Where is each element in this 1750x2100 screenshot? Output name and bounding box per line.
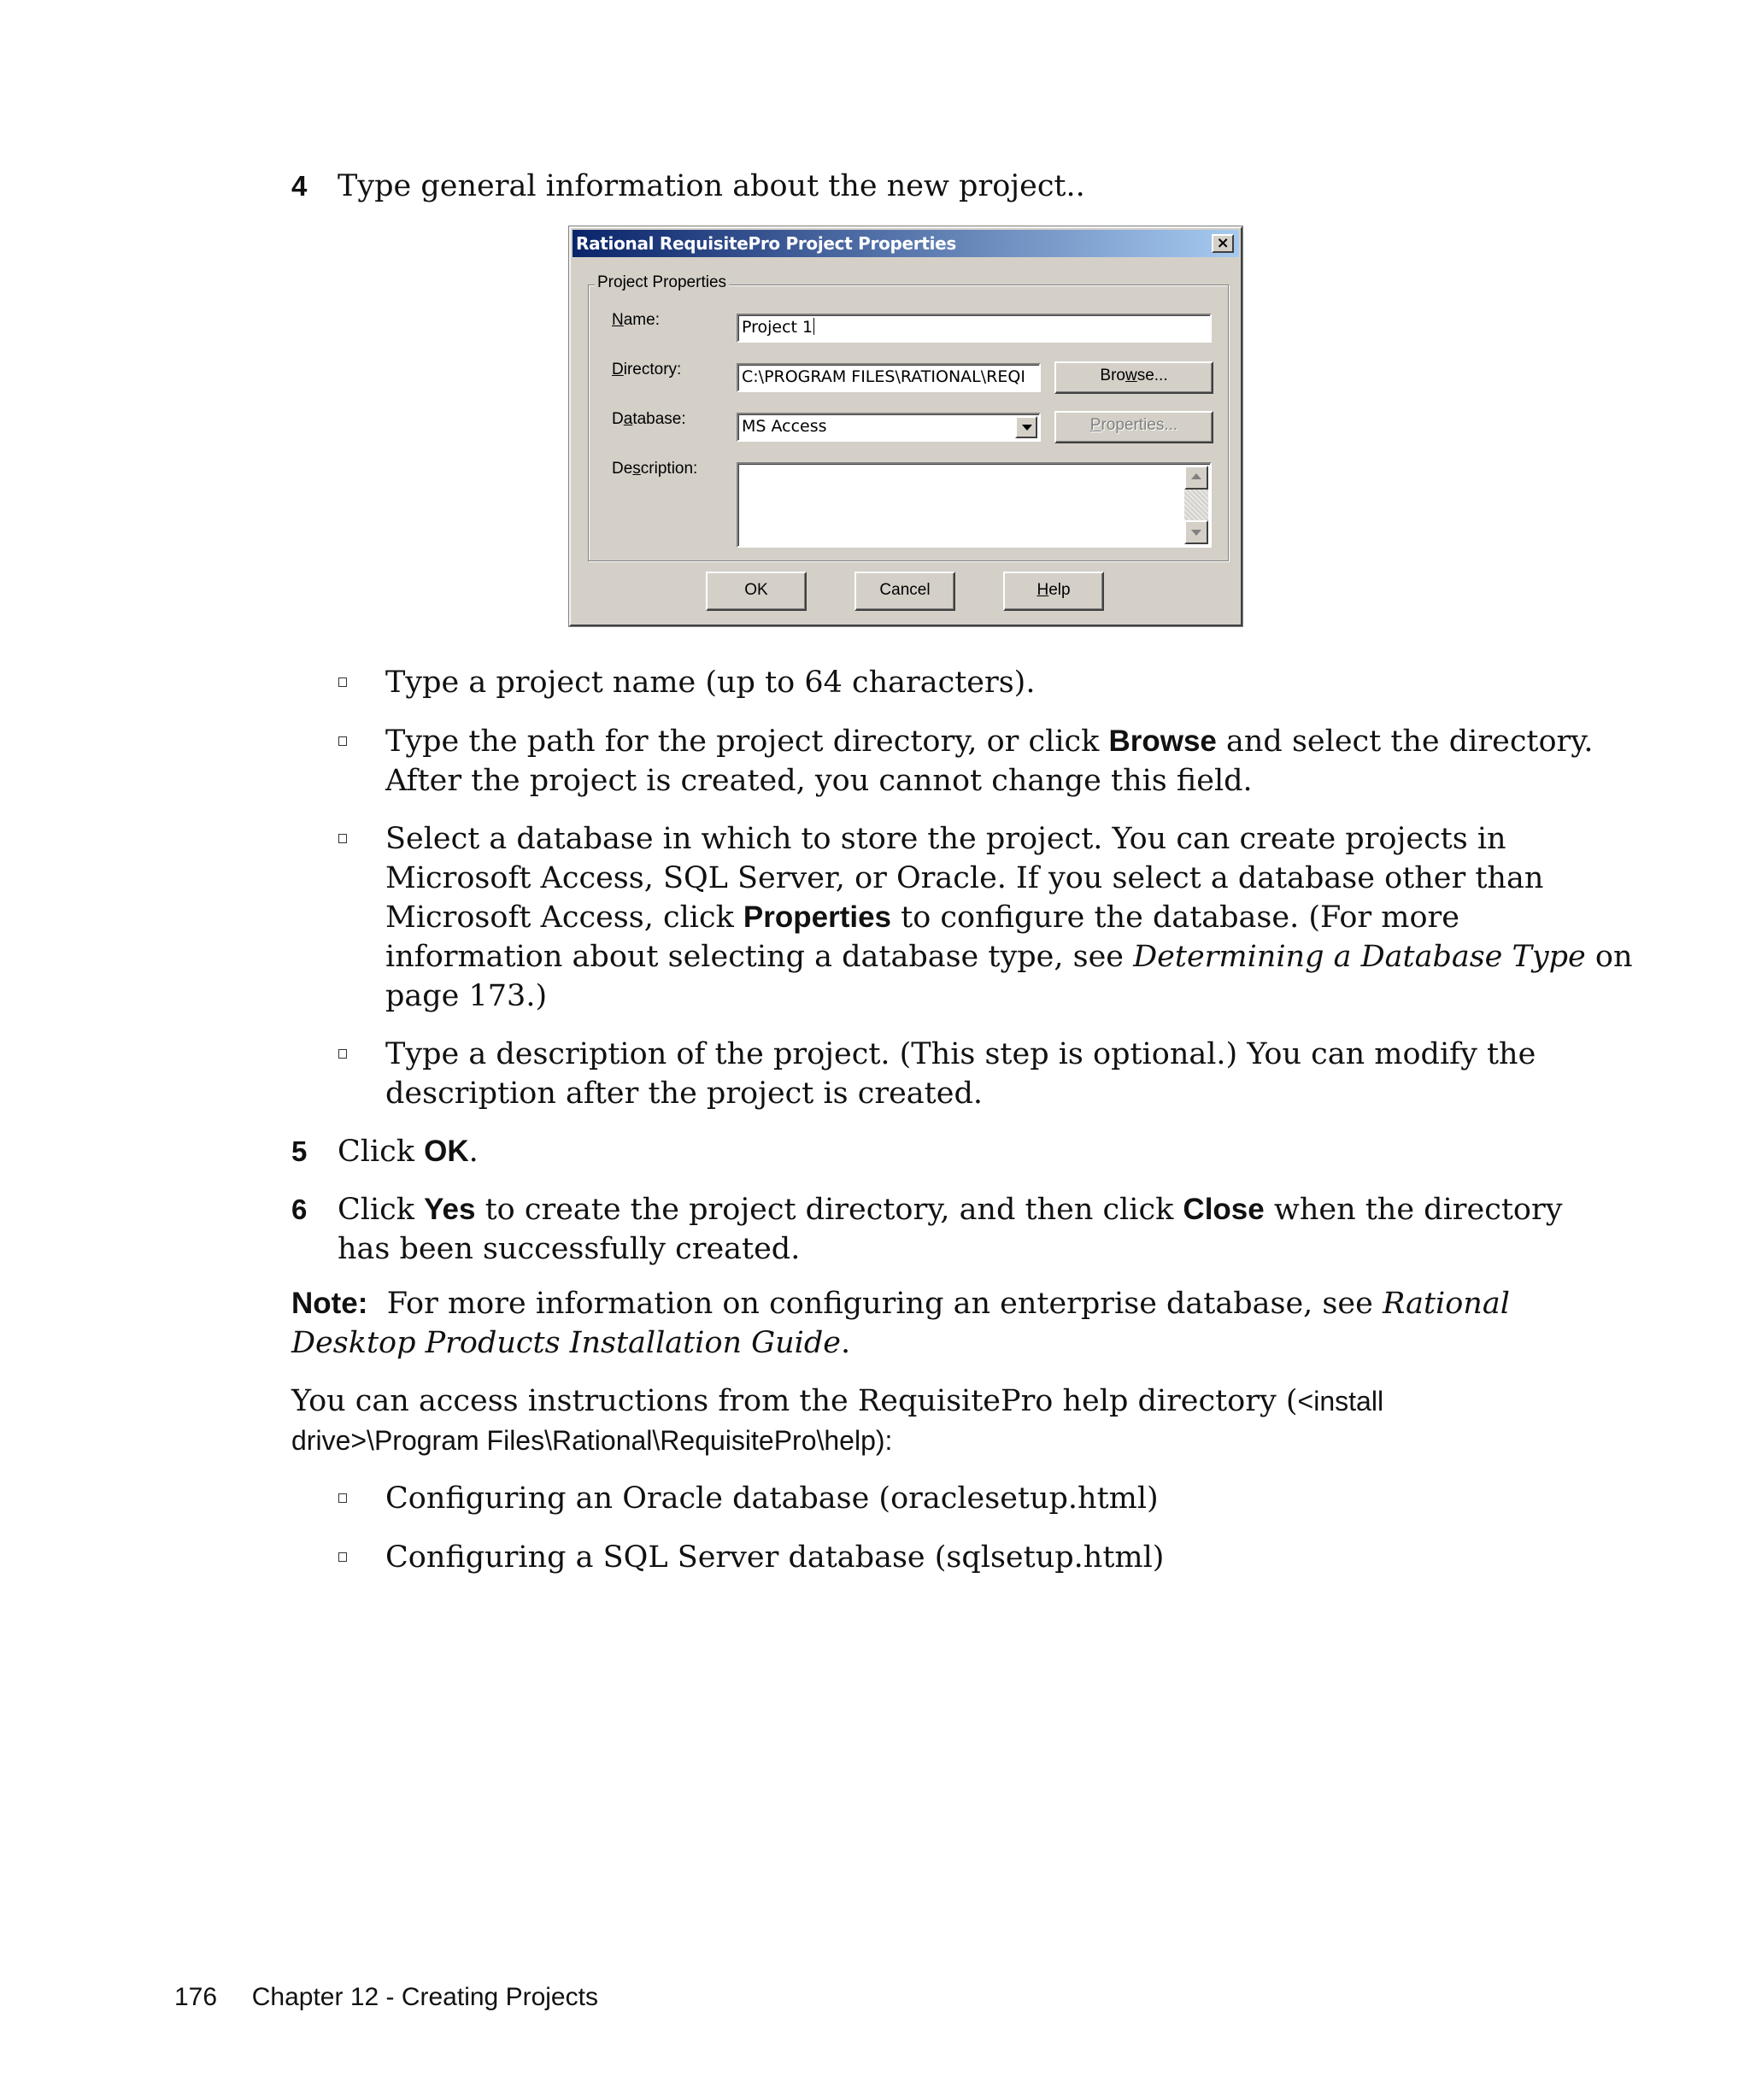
cancel-button[interactable]: Cancel xyxy=(854,572,955,611)
page-footer xyxy=(174,1980,598,2015)
step-6-line1: Click Yes to create the project directory, and then click Close when the directory xyxy=(338,1193,1563,1227)
close-icon[interactable]: × xyxy=(1212,234,1234,253)
bullet-icon xyxy=(338,1493,347,1503)
bullet-directory-line2: After the project is created, you cannot change this field. xyxy=(385,764,1253,798)
database-label: Database: xyxy=(612,410,686,428)
directory-label: Directory: xyxy=(612,361,682,378)
name-input[interactable]: Project 1 xyxy=(737,314,1212,343)
step-4-text: Type general information about the new project.. xyxy=(338,169,1085,203)
step-5-text: Click OK. xyxy=(338,1135,479,1169)
arrow-down-icon xyxy=(1191,530,1201,536)
database-select[interactable]: MS Access xyxy=(737,413,1041,442)
step-6-number: 6 xyxy=(291,1194,308,1225)
name-label: Name: xyxy=(612,311,660,329)
step-6-line2: has been successfully created. xyxy=(338,1232,801,1266)
page-number: 176 xyxy=(174,1983,218,2011)
scroll-up-button[interactable] xyxy=(1184,466,1208,490)
scroll-down-button[interactable] xyxy=(1184,520,1208,544)
project-properties-dialog xyxy=(569,226,1242,626)
chapter-title: Chapter 12 - Creating Projects xyxy=(251,1983,598,2011)
step-4-number: 4 xyxy=(291,170,308,202)
access-line2: drive>\Program Files\Rational\RequisitePro\help): xyxy=(291,1425,893,1456)
step-5-number: 5 xyxy=(291,1135,308,1167)
dropdown-arrow-button[interactable] xyxy=(1015,416,1037,438)
chevron-down-icon xyxy=(1022,425,1032,431)
text-caret xyxy=(813,318,814,335)
properties-button[interactable]: Properties... xyxy=(1054,411,1213,443)
note-line1: Note: For more information on configuring an enterprise database, see Rational xyxy=(291,1287,1510,1321)
scrollbar[interactable] xyxy=(1184,466,1208,544)
bullet-icon xyxy=(338,834,347,843)
bullet-directory-line1: Type the path for the project directory, or click Browse and select the directory. xyxy=(385,724,1594,759)
bullet-icon xyxy=(338,678,347,687)
description-textarea[interactable] xyxy=(737,462,1212,548)
dialog-titlebar xyxy=(573,230,1239,257)
bullet-icon xyxy=(338,1049,347,1059)
bullet-database-line4: information about selecting a database type, see Determining a Database Type on xyxy=(385,940,1633,974)
directory-input[interactable]: C:\PROGRAM FILES\RATIONAL\REQI xyxy=(737,363,1041,392)
bullet-icon xyxy=(338,1552,347,1562)
ok-button[interactable]: OK xyxy=(706,572,807,611)
bullet-description-line2: description after the project is created. xyxy=(385,1076,983,1111)
bullet-description-line1: Type a description of the project. (This step is optional.) You can modify the xyxy=(385,1037,1536,1071)
bullet-database-line3: Microsoft Access, click Properties to configure the database. (For more xyxy=(385,900,1459,935)
note-line2: Desktop Products Installation Guide. xyxy=(291,1326,851,1360)
link-sql-setup: Configuring a SQL Server database (sqlsetup.html) xyxy=(385,1540,1165,1575)
bullet-database-line5: page 173.) xyxy=(385,979,548,1013)
bullet-icon xyxy=(338,736,347,746)
description-label: Description: xyxy=(612,460,698,478)
access-line1: You can access instructions from the RequisitePro help directory (<install xyxy=(291,1384,1384,1418)
help-button[interactable]: Help xyxy=(1003,572,1104,611)
bullet-database-line2: Microsoft Access, SQL Server, or Oracle. If you select a database other than xyxy=(385,861,1544,895)
bullet-name: Type a project name (up to 64 characters). xyxy=(385,666,1036,700)
browse-button[interactable]: Browse... xyxy=(1054,361,1213,394)
group-label: Project Properties xyxy=(595,273,729,293)
dialog-title: Rational RequisitePro Project Properties xyxy=(576,233,957,254)
link-oracle-setup: Configuring an Oracle database (oraclesetup.html) xyxy=(385,1481,1159,1516)
arrow-up-icon xyxy=(1191,473,1201,479)
bullet-database-line1: Select a database in which to store the project. You can create projects in xyxy=(385,822,1506,856)
